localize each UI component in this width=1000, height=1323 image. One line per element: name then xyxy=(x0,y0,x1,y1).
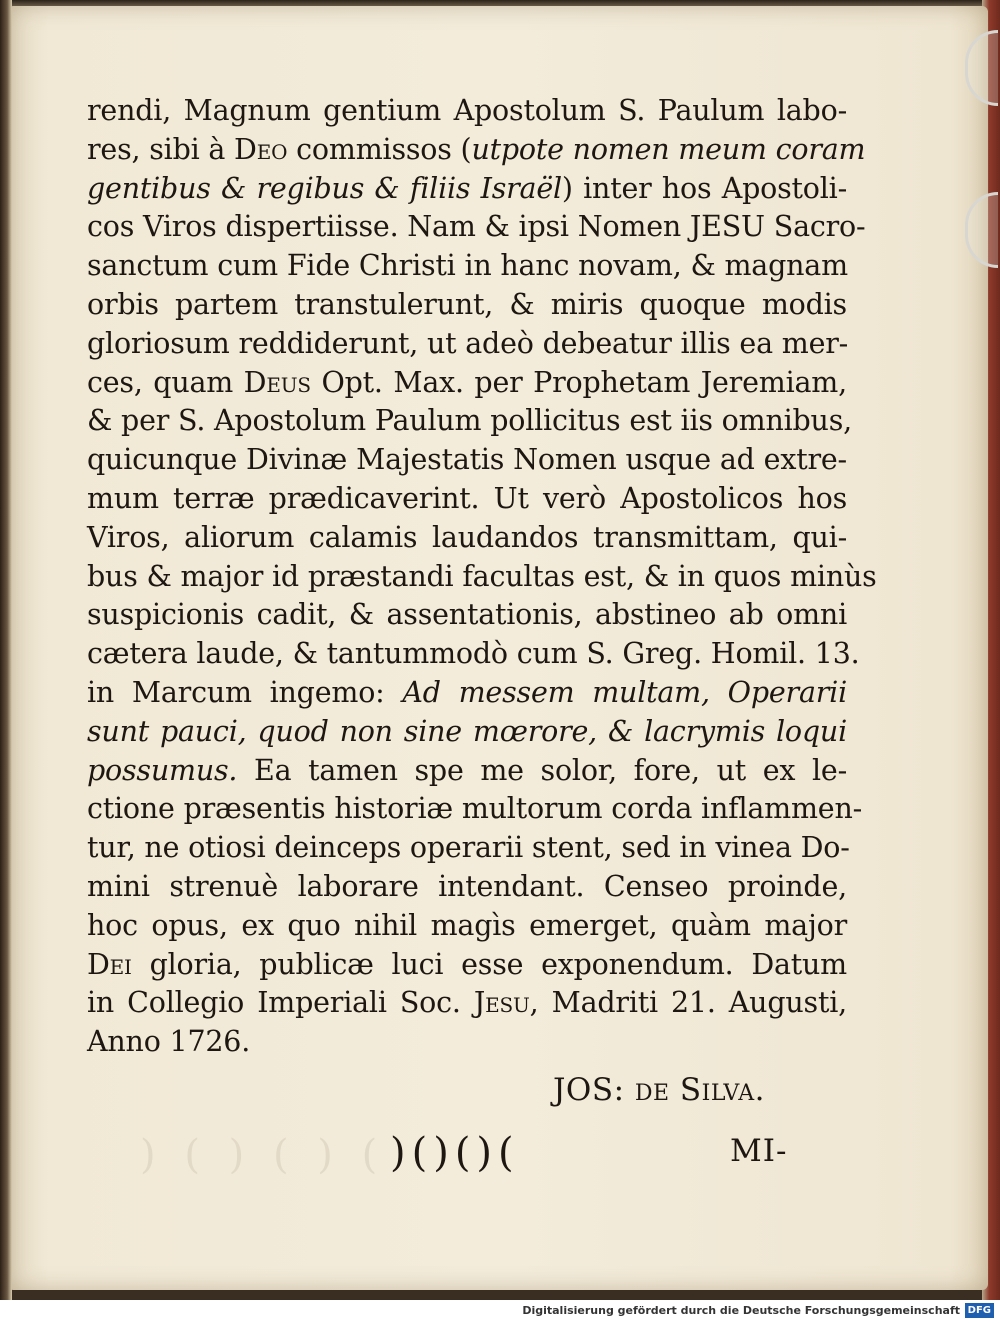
footer-credit: Digitalisierung gefördert durch die Deutsche Forschungsgemeinschaft xyxy=(522,1304,960,1317)
text-run: gloria, publicæ luci esse exponendum. Datum xyxy=(131,947,847,981)
text-run: Deus xyxy=(243,365,311,399)
text-run: in Marcum ingemo: xyxy=(87,675,403,709)
text-run: in Collegio Imperiali Soc. xyxy=(87,986,474,1020)
text-line xyxy=(87,558,877,597)
text-run: hoc opus, ex quo nihil magìs emerget, quàm major xyxy=(87,908,847,942)
text-run: cætera laude, & tantummodò cum S. Greg. Homil. 13. xyxy=(87,637,860,671)
text-run: Opt. Max. per Prophetam Jeremiam, xyxy=(310,365,847,399)
text-run: ces, quam xyxy=(87,365,244,399)
dfg-logo: DFG xyxy=(965,1303,994,1318)
text-run: res, sibi à xyxy=(87,132,235,166)
text-line xyxy=(87,247,847,286)
text-run: Deo xyxy=(234,132,288,166)
footer-bar xyxy=(0,1300,1000,1323)
text-run: rendi, Magnum gentium Apostolum S. Paulum labo- xyxy=(87,94,847,127)
body-text xyxy=(87,92,877,1062)
text-run: possumus. xyxy=(87,753,238,787)
text-run: sunt pauci, quod non sine mœrore, & lacrymis loqui xyxy=(87,714,847,748)
text-line xyxy=(87,596,847,635)
text-run: & per S. Apostolum Paulum pollicitus est iis omnibus, xyxy=(87,404,852,438)
catchword: MI- xyxy=(730,1133,788,1169)
text-run: suspicionis cadit, & assentationis, abstineo ab omni xyxy=(87,598,847,632)
text-run: bus & major id præstandi facultas est, & in quos minùs xyxy=(87,559,877,593)
text-run: quicunque Divinæ Majestatis Nomen usque ad extre- xyxy=(87,443,847,477)
text-run: , Madriti 21. Augusti, xyxy=(529,986,847,1020)
text-run: mum terræ prædicaverint. Ut verò Apostolicos hos xyxy=(87,481,847,515)
text-run: ) inter hos Apostoli- xyxy=(561,171,847,205)
text-line xyxy=(87,402,852,441)
text-run: tur, ne otiosi deinceps operarii stent, sed in vinea Do- xyxy=(87,831,850,865)
text-line xyxy=(87,868,847,907)
text-run: ctione præsentis historiæ multorum corda inflammen- xyxy=(87,792,863,826)
text-run: gloriosum reddiderunt, ut adeò debeatur illis ea mer- xyxy=(87,326,849,360)
text-run: orbis partem transtulerunt, & miris quoque modis xyxy=(87,287,847,321)
text-line xyxy=(87,286,847,325)
book-spine xyxy=(0,0,12,1300)
text-line xyxy=(87,208,866,247)
text-line xyxy=(87,364,847,403)
text-run: Dei xyxy=(87,947,132,981)
text-line xyxy=(87,907,847,946)
text-line xyxy=(87,752,847,791)
text-line xyxy=(87,829,850,868)
text-run: gentibus & regibus & filiis Israël xyxy=(87,171,562,205)
text-line xyxy=(87,635,860,674)
text-line xyxy=(87,441,847,480)
text-run: mini strenuè laborare intendant. Censeo proinde, xyxy=(87,869,847,903)
text-line xyxy=(87,519,847,558)
text-run: commissos ( xyxy=(287,132,472,166)
text-line xyxy=(87,713,847,752)
text-line xyxy=(87,92,847,131)
text-line xyxy=(87,1023,847,1062)
ornament-divider: )()()( xyxy=(390,1130,520,1176)
text-line xyxy=(87,325,847,364)
text-line xyxy=(87,131,866,170)
signature: JOS: de Silva. xyxy=(553,1072,765,1108)
text-line xyxy=(87,984,847,1023)
text-run: Anno 1726. xyxy=(87,1025,251,1059)
text-run: sanctum cum Fide Christi in hanc novam, & magnam xyxy=(87,249,848,283)
show-through-text: ) ( ) ( ) ( xyxy=(140,1132,386,1178)
text-run: Jesu xyxy=(473,986,530,1020)
text-run: Ad messem multam, Operarii xyxy=(402,675,847,709)
text-line xyxy=(87,480,847,519)
text-run: utpote nomen meum coram xyxy=(471,132,866,166)
text-line xyxy=(87,946,847,985)
text-line xyxy=(87,170,847,209)
text-line xyxy=(87,674,847,713)
text-line xyxy=(87,790,863,829)
text-run: Viros, aliorum calamis laudandos transmittam, qui- xyxy=(87,520,847,554)
text-run: cos Viros dispertiisse. Nam & ipsi Nomen JESU Sacro- xyxy=(87,210,866,244)
text-run: Ea tamen spe me solor, fore, ut ex le- xyxy=(237,753,847,787)
